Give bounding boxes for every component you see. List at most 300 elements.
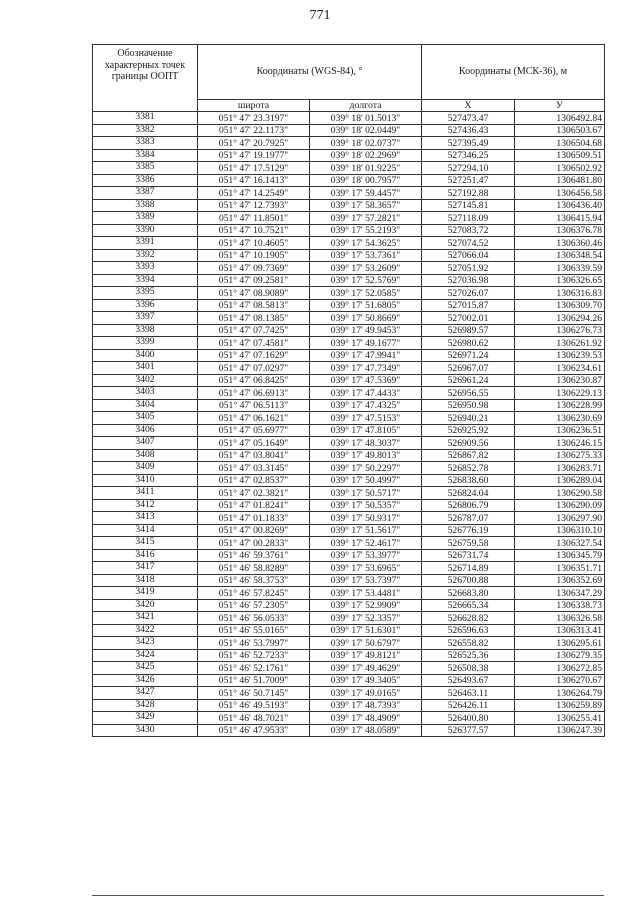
longitude-cell: 039° 18' 02.0449" [310, 124, 422, 137]
table-row [93, 587, 605, 600]
point-id-cell: 3405 [93, 412, 198, 425]
y-cell: 1306504.68 [515, 137, 605, 150]
latitude-cell: 051° 46' 57.8245" [198, 587, 310, 600]
longitude-cell: 039° 17' 50.9317" [310, 512, 422, 525]
table-row [93, 287, 605, 300]
header-x: X [422, 100, 515, 112]
point-id-cell: 3426 [93, 674, 198, 687]
point-id-cell: 3382 [93, 124, 198, 137]
point-id-cell: 3394 [93, 274, 198, 287]
x-cell: 526525.36 [422, 649, 515, 662]
table-row [93, 537, 605, 550]
x-cell: 526838.60 [422, 474, 515, 487]
x-cell: 527074.52 [422, 237, 515, 250]
point-id-cell: 3391 [93, 237, 198, 250]
table-row [93, 699, 605, 712]
y-cell: 1306270.67 [515, 674, 605, 687]
latitude-cell: 051° 47' 16.1413" [198, 174, 310, 187]
latitude-cell: 051° 47' 09.7369" [198, 262, 310, 275]
table-row [93, 724, 605, 737]
longitude-cell: 039° 17' 49.9453" [310, 324, 422, 337]
y-cell: 1306261.92 [515, 337, 605, 350]
x-cell: 527346.25 [422, 149, 515, 162]
point-id-cell: 3421 [93, 612, 198, 625]
x-cell: 526940.21 [422, 412, 515, 425]
point-id-cell: 3389 [93, 212, 198, 225]
longitude-cell: 039° 17' 53.7397" [310, 574, 422, 587]
table-row [93, 424, 605, 437]
latitude-cell: 051° 47' 09.2581" [198, 274, 310, 287]
table-row [93, 137, 605, 150]
latitude-cell: 051° 47' 05.1649" [198, 437, 310, 450]
table-row [93, 574, 605, 587]
x-cell: 526824.04 [422, 487, 515, 500]
latitude-cell: 051° 47' 08.9089" [198, 287, 310, 300]
x-cell: 526925.92 [422, 424, 515, 437]
longitude-cell: 039° 17' 53.7361" [310, 249, 422, 262]
point-id-cell: 3387 [93, 187, 198, 200]
table-row [93, 387, 605, 400]
table-row [93, 149, 605, 162]
longitude-cell: 039° 17' 53.3977" [310, 549, 422, 562]
x-cell: 527118.09 [422, 212, 515, 225]
y-cell: 1306283.71 [515, 462, 605, 475]
x-cell: 526759.58 [422, 537, 515, 550]
table-row [93, 462, 605, 475]
latitude-cell: 051° 47' 10.1905" [198, 249, 310, 262]
longitude-cell: 039° 17' 51.5617" [310, 524, 422, 537]
longitude-cell: 039° 17' 47.4433" [310, 387, 422, 400]
point-id-cell: 3393 [93, 262, 198, 275]
table-row [93, 624, 605, 637]
table-row [93, 674, 605, 687]
latitude-cell: 051° 47' 00.8269" [198, 524, 310, 537]
y-cell: 1306503.67 [515, 124, 605, 137]
x-cell: 526971.24 [422, 349, 515, 362]
latitude-cell: 051° 47' 20.7925" [198, 137, 310, 150]
point-id-cell: 3392 [93, 249, 198, 262]
y-cell: 1306492.84 [515, 112, 605, 125]
longitude-cell: 039° 17' 54.3625" [310, 237, 422, 250]
page-number: 771 [309, 8, 331, 23]
longitude-cell: 039° 18' 01.9225" [310, 162, 422, 175]
longitude-cell: 039° 17' 48.3037" [310, 437, 422, 450]
x-cell: 526980.62 [422, 337, 515, 350]
y-cell: 1306290.09 [515, 499, 605, 512]
point-id-cell: 3404 [93, 399, 198, 412]
y-cell: 1306229.13 [515, 387, 605, 400]
point-id-cell: 3395 [93, 287, 198, 300]
longitude-cell: 039° 17' 51.6805" [310, 299, 422, 312]
x-cell: 527395.49 [422, 137, 515, 150]
y-cell: 1306297.90 [515, 512, 605, 525]
header-point-designation: Обозначение характерных точек границы ООПТ [93, 45, 198, 112]
point-id-cell: 3423 [93, 637, 198, 650]
latitude-cell: 051° 47' 08.1385" [198, 312, 310, 325]
point-id-cell: 3383 [93, 137, 198, 150]
latitude-cell: 051° 46' 58.8289" [198, 562, 310, 575]
y-cell: 1306316.83 [515, 287, 605, 300]
longitude-cell: 039° 18' 02.0737" [310, 137, 422, 150]
latitude-cell: 051° 46' 56.0533" [198, 612, 310, 625]
table-row [93, 174, 605, 187]
longitude-cell: 039° 18' 00.7957" [310, 174, 422, 187]
y-cell: 1306338.73 [515, 599, 605, 612]
y-cell: 1306228.99 [515, 399, 605, 412]
x-cell: 526628.82 [422, 612, 515, 625]
y-cell: 1306259.89 [515, 699, 605, 712]
table-row [93, 449, 605, 462]
longitude-cell: 039° 17' 47.7349" [310, 362, 422, 375]
y-cell: 1306310.10 [515, 524, 605, 537]
latitude-cell: 051° 47' 07.7425" [198, 324, 310, 337]
y-cell: 1306509.51 [515, 149, 605, 162]
longitude-cell: 039° 17' 52.3357" [310, 612, 422, 625]
latitude-cell: 051° 47' 06.1621" [198, 412, 310, 425]
y-cell: 1306234.61 [515, 362, 605, 375]
point-id-cell: 3409 [93, 462, 198, 475]
latitude-cell: 051° 46' 50.7145" [198, 687, 310, 700]
table-row [93, 412, 605, 425]
y-cell: 1306264.79 [515, 687, 605, 700]
table-row [93, 512, 605, 525]
x-cell: 526400.80 [422, 712, 515, 725]
y-cell: 1306345.79 [515, 549, 605, 562]
table-row [93, 262, 605, 275]
point-id-cell: 3410 [93, 474, 198, 487]
longitude-cell: 039° 17' 49.0165" [310, 687, 422, 700]
latitude-cell: 051° 47' 02.3821" [198, 487, 310, 500]
point-id-cell: 3396 [93, 299, 198, 312]
latitude-cell: 051° 47' 08.5813" [198, 299, 310, 312]
latitude-cell: 051° 47' 02.8537" [198, 474, 310, 487]
longitude-cell: 039° 17' 50.8669" [310, 312, 422, 325]
y-cell: 1306360.46 [515, 237, 605, 250]
table-row [93, 399, 605, 412]
table-row [93, 212, 605, 225]
point-id-cell: 3419 [93, 587, 198, 600]
x-cell: 526961.24 [422, 374, 515, 387]
table-row [93, 599, 605, 612]
longitude-cell: 039° 17' 49.8121" [310, 649, 422, 662]
y-cell: 1306290.58 [515, 487, 605, 500]
latitude-cell: 051° 47' 11.8501" [198, 212, 310, 225]
point-id-cell: 3417 [93, 562, 198, 575]
latitude-cell: 051° 47' 07.4581" [198, 337, 310, 350]
latitude-cell: 051° 47' 06.6913" [198, 387, 310, 400]
longitude-cell: 039° 17' 50.2297" [310, 462, 422, 475]
y-cell: 1306230.69 [515, 412, 605, 425]
latitude-cell: 051° 47' 06.8425" [198, 374, 310, 387]
latitude-cell: 051° 47' 10.4605" [198, 237, 310, 250]
point-id-cell: 3403 [93, 387, 198, 400]
y-cell: 1306376.78 [515, 224, 605, 237]
y-cell: 1306294.26 [515, 312, 605, 325]
longitude-cell: 039° 17' 47.5369" [310, 374, 422, 387]
point-id-cell: 3384 [93, 149, 198, 162]
x-cell: 526787.07 [422, 512, 515, 525]
latitude-cell: 051° 47' 22.1173" [198, 124, 310, 137]
y-cell: 1306230.87 [515, 374, 605, 387]
y-cell: 1306352.69 [515, 574, 605, 587]
longitude-cell: 039° 17' 48.4909" [310, 712, 422, 725]
point-id-cell: 3422 [93, 624, 198, 637]
y-cell: 1306348.54 [515, 249, 605, 262]
x-cell: 526493.67 [422, 674, 515, 687]
longitude-cell: 039° 17' 49.3405" [310, 674, 422, 687]
latitude-cell: 051° 46' 52.1761" [198, 662, 310, 675]
longitude-cell: 039° 17' 59.4457" [310, 187, 422, 200]
latitude-cell: 051° 46' 55.0165" [198, 624, 310, 637]
header-longitude: долгота [310, 100, 422, 112]
table-row [93, 437, 605, 450]
table-row [93, 662, 605, 675]
point-id-cell: 3407 [93, 437, 198, 450]
longitude-cell: 039° 17' 52.4617" [310, 537, 422, 550]
latitude-cell: 051° 46' 59.3761" [198, 549, 310, 562]
table-row [93, 162, 605, 175]
longitude-cell: 039° 17' 49.1677" [310, 337, 422, 350]
header-msk36: Координаты (МСК-36), м [422, 45, 605, 100]
longitude-cell: 039° 17' 48.0589" [310, 724, 422, 737]
x-cell: 526463.11 [422, 687, 515, 700]
point-id-cell: 3428 [93, 699, 198, 712]
point-id-cell: 3381 [93, 112, 198, 125]
point-id-cell: 3415 [93, 537, 198, 550]
longitude-cell: 039° 17' 52.9909" [310, 599, 422, 612]
table-row [93, 524, 605, 537]
x-cell: 527145.81 [422, 199, 515, 212]
table-row [93, 487, 605, 500]
longitude-cell: 039° 17' 47.5153" [310, 412, 422, 425]
y-cell: 1306272.85 [515, 662, 605, 675]
longitude-cell: 039° 17' 47.8105" [310, 424, 422, 437]
x-cell: 526967.07 [422, 362, 515, 375]
longitude-cell: 039° 17' 47.4325" [310, 399, 422, 412]
y-cell: 1306246.15 [515, 437, 605, 450]
x-cell: 526714.89 [422, 562, 515, 575]
point-id-cell: 3402 [93, 374, 198, 387]
y-cell: 1306295.61 [515, 637, 605, 650]
latitude-cell: 051° 47' 17.5129" [198, 162, 310, 175]
latitude-cell: 051° 47' 06.5113" [198, 399, 310, 412]
x-cell: 527026.07 [422, 287, 515, 300]
longitude-cell: 039° 17' 53.2609" [310, 262, 422, 275]
table-row [93, 637, 605, 650]
y-cell: 1306502.92 [515, 162, 605, 175]
latitude-cell: 051° 47' 19.1977" [198, 149, 310, 162]
y-cell: 1306239.53 [515, 349, 605, 362]
longitude-cell: 039° 17' 50.4997" [310, 474, 422, 487]
table-header-row [93, 45, 605, 100]
point-id-cell: 3416 [93, 549, 198, 562]
point-id-cell: 3388 [93, 199, 198, 212]
latitude-cell: 051° 47' 23.3197" [198, 112, 310, 125]
x-cell: 527015.87 [422, 299, 515, 312]
longitude-cell: 039° 17' 52.0585" [310, 287, 422, 300]
table-row [93, 349, 605, 362]
x-cell: 526956.55 [422, 387, 515, 400]
x-cell: 527083.72 [422, 224, 515, 237]
table-row [93, 224, 605, 237]
x-cell: 526558.82 [422, 637, 515, 650]
x-cell: 526776.19 [422, 524, 515, 537]
y-cell: 1306415.94 [515, 212, 605, 225]
x-cell: 526683.80 [422, 587, 515, 600]
table-row [93, 712, 605, 725]
longitude-cell: 039° 17' 48.7393" [310, 699, 422, 712]
y-cell: 1306326.58 [515, 612, 605, 625]
point-id-cell: 3398 [93, 324, 198, 337]
point-id-cell: 3399 [93, 337, 198, 350]
longitude-cell: 039° 17' 50.5357" [310, 499, 422, 512]
longitude-cell: 039° 17' 49.4629" [310, 662, 422, 675]
x-cell: 526909.56 [422, 437, 515, 450]
header-wgs84: Координаты (WGS-84), ° [198, 45, 422, 100]
y-cell: 1306351.71 [515, 562, 605, 575]
x-cell: 526867.82 [422, 449, 515, 462]
longitude-cell: 039° 17' 52.5769" [310, 274, 422, 287]
table-row [93, 687, 605, 700]
latitude-cell: 051° 47' 00.2833" [198, 537, 310, 550]
longitude-cell: 039° 17' 47.9941" [310, 349, 422, 362]
table-row [93, 649, 605, 662]
table-row [93, 337, 605, 350]
latitude-cell: 051° 47' 07.1629" [198, 349, 310, 362]
x-cell: 527002.01 [422, 312, 515, 325]
latitude-cell: 051° 46' 47.9533" [198, 724, 310, 737]
x-cell: 526426.11 [422, 699, 515, 712]
x-cell: 527192.88 [422, 187, 515, 200]
point-id-cell: 3397 [93, 312, 198, 325]
bottom-divider [92, 895, 604, 896]
table-row [93, 324, 605, 337]
latitude-cell: 051° 47' 14.2549" [198, 187, 310, 200]
point-id-cell: 3400 [93, 349, 198, 362]
point-id-cell: 3385 [93, 162, 198, 175]
y-cell: 1306236.51 [515, 424, 605, 437]
latitude-cell: 051° 46' 48.7021" [198, 712, 310, 725]
x-cell: 526852.78 [422, 462, 515, 475]
table-row [93, 187, 605, 200]
y-cell: 1306326.65 [515, 274, 605, 287]
x-cell: 526806.79 [422, 499, 515, 512]
y-cell: 1306313.41 [515, 624, 605, 637]
x-cell: 526989.57 [422, 324, 515, 337]
point-id-cell: 3390 [93, 224, 198, 237]
point-id-cell: 3406 [93, 424, 198, 437]
longitude-cell: 039° 17' 51.6301" [310, 624, 422, 637]
y-cell: 1306276.73 [515, 324, 605, 337]
x-cell: 527036.98 [422, 274, 515, 287]
latitude-cell: 051° 46' 49.5193" [198, 699, 310, 712]
table-row [93, 362, 605, 375]
coordinates-table [92, 44, 605, 737]
x-cell: 527294.10 [422, 162, 515, 175]
point-id-cell: 3425 [93, 662, 198, 675]
header-y: У [515, 100, 605, 112]
table-row [93, 474, 605, 487]
x-cell: 526731.74 [422, 549, 515, 562]
y-cell: 1306279.35 [515, 649, 605, 662]
point-id-cell: 3412 [93, 499, 198, 512]
y-cell: 1306456.58 [515, 187, 605, 200]
header-latitude: широта [198, 100, 310, 112]
x-cell: 527251.47 [422, 174, 515, 187]
x-cell: 527473.47 [422, 112, 515, 125]
table-row [93, 549, 605, 562]
latitude-cell: 051° 47' 01.1833" [198, 512, 310, 525]
longitude-cell: 039° 17' 57.2821" [310, 212, 422, 225]
x-cell: 526700.88 [422, 574, 515, 587]
table-row [93, 124, 605, 137]
table-row [93, 312, 605, 325]
latitude-cell: 051° 46' 58.3753" [198, 574, 310, 587]
table-row [93, 249, 605, 262]
table-row [93, 374, 605, 387]
latitude-cell: 051° 47' 07.0297" [198, 362, 310, 375]
point-id-cell: 3424 [93, 649, 198, 662]
latitude-cell: 051° 46' 52.7233" [198, 649, 310, 662]
table-row [93, 612, 605, 625]
point-id-cell: 3408 [93, 449, 198, 462]
table-body [93, 112, 605, 737]
latitude-cell: 051° 47' 03.8041" [198, 449, 310, 462]
latitude-cell: 051° 46' 51.7009" [198, 674, 310, 687]
point-id-cell: 3430 [93, 724, 198, 737]
table-row [93, 112, 605, 125]
point-id-cell: 3427 [93, 687, 198, 700]
longitude-cell: 039° 18' 01.5013" [310, 112, 422, 125]
table-row [93, 199, 605, 212]
latitude-cell: 051° 47' 03.3145" [198, 462, 310, 475]
y-cell: 1306347.29 [515, 587, 605, 600]
longitude-cell: 039° 17' 50.6797" [310, 637, 422, 650]
longitude-cell: 039° 17' 58.3657" [310, 199, 422, 212]
latitude-cell: 051° 47' 10.7521" [198, 224, 310, 237]
longitude-cell: 039° 17' 53.6965" [310, 562, 422, 575]
longitude-cell: 039° 17' 49.8013" [310, 449, 422, 462]
x-cell: 526596.63 [422, 624, 515, 637]
x-cell: 526950.98 [422, 399, 515, 412]
latitude-cell: 051° 46' 57.2305" [198, 599, 310, 612]
x-cell: 526665.34 [422, 599, 515, 612]
longitude-cell: 039° 17' 50.5717" [310, 487, 422, 500]
x-cell: 527051.92 [422, 262, 515, 275]
table-row [93, 299, 605, 312]
point-id-cell: 3420 [93, 599, 198, 612]
latitude-cell: 051° 47' 01.8241" [198, 499, 310, 512]
point-id-cell: 3414 [93, 524, 198, 537]
y-cell: 1306339.59 [515, 262, 605, 275]
y-cell: 1306255.41 [515, 712, 605, 725]
latitude-cell: 051° 47' 12.7393" [198, 199, 310, 212]
longitude-cell: 039° 17' 53.4481" [310, 587, 422, 600]
latitude-cell: 051° 46' 53.7997" [198, 637, 310, 650]
x-cell: 527436.43 [422, 124, 515, 137]
point-id-cell: 3401 [93, 362, 198, 375]
point-id-cell: 3386 [93, 174, 198, 187]
point-id-cell: 3429 [93, 712, 198, 725]
point-id-cell: 3411 [93, 487, 198, 500]
y-cell: 1306327.54 [515, 537, 605, 550]
latitude-cell: 051° 47' 05.6977" [198, 424, 310, 437]
x-cell: 527066.04 [422, 249, 515, 262]
point-id-cell: 3418 [93, 574, 198, 587]
table-row [93, 562, 605, 575]
y-cell: 1306436.40 [515, 199, 605, 212]
y-cell: 1306275.33 [515, 449, 605, 462]
